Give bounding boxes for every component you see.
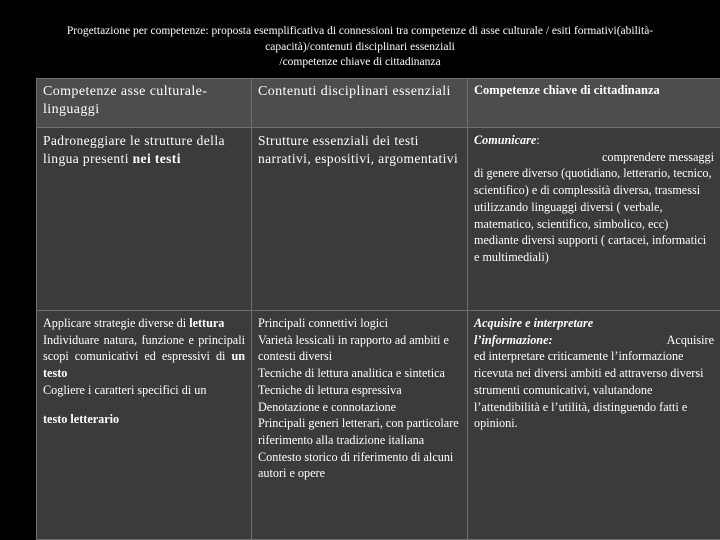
- header-cell-contenuti: [252, 79, 468, 128]
- list-item: Tecniche di lettura espressiva: [258, 382, 402, 397]
- table-row: [37, 128, 720, 311]
- list-item: Tecniche di lettura analitica e sintetica: [258, 366, 445, 381]
- row2-cittadinanza-cell: [468, 311, 720, 540]
- title-line-3: /competenze chiave di cittadinanza: [279, 56, 441, 68]
- list-item: Principali connettivi logici: [258, 316, 388, 330]
- label-colon: :: [536, 133, 540, 147]
- row2-asse-line4: testo letterario: [43, 411, 120, 426]
- competence-table: [36, 78, 720, 540]
- row1-cittadinanza-text: [474, 132, 714, 266]
- row2-asse-line1-bold: lettura: [189, 316, 225, 330]
- list-item: Varietà lessicali in rapporto ad ambiti e contesti diversi: [258, 332, 449, 364]
- header-contenuti: Contenuti disciplinari essenziali: [258, 84, 451, 99]
- list-item: Contesto storico di riferimento di alcuni autori e opere: [258, 449, 454, 481]
- row2-contenuti-list: [258, 315, 461, 482]
- row1-contenuti-cell: [252, 128, 468, 311]
- row2-asse-cell: [37, 311, 252, 540]
- header-cell-asse: [37, 79, 252, 128]
- row2-asse-line3: Cogliere i caratteri specifici di un: [43, 382, 207, 397]
- row1-cittadinanza-cell: [468, 128, 720, 311]
- header-cell-cittadinanza: [468, 79, 720, 128]
- row2-cittadinanza-text-b: ed interpretare criticamente l’informazione ricevuta nei diversi ambiti ed attraverso diversi strumenti comunicativi, valutandone l’attendibilità e l’utilità, distinguendo fatti e opinioni.: [474, 349, 704, 431]
- table-row: [37, 311, 720, 540]
- header-asse-culturale: Competenze asse culturale-linguaggi: [43, 84, 208, 117]
- row2-contenuti-cell: [252, 311, 468, 540]
- row2-asse-line1: Applicare strategie diverse di: [43, 316, 190, 330]
- list-item: Principali generi letterari, con particolare riferimento alla tradizione italiana: [258, 416, 459, 447]
- label-informazione: l’informazione:: [474, 332, 553, 347]
- row2-asse-line2-bold: un testo: [43, 349, 245, 381]
- row1-asse-text: [43, 132, 245, 167]
- list-item: Denotazione e connotazione: [258, 399, 397, 414]
- row2-asse-line2: Individuare natura, funzione e principali scopi comunicativi ed espressivi di: [43, 332, 245, 364]
- row1-contenuti-text: Strutture essenziali dei testi narrativi, espositivi, argomentativi: [258, 133, 459, 166]
- row1-cittadinanza-text-b: di genere diverso (quotidiano, letterario, tecnico, scientifico) e di complessità diversa, trasmessi utilizzando linguaggi diversi ( verbale, matematico, scientifico, simbolico, ecc) mediante diversi supporti ( cartacei, informatici e multimediali): [474, 166, 712, 264]
- title-line-1: Progettazione per competenze: proposta esemplificativa di connessioni tra competenze di asse culturale / esiti formativi(abilità-: [66, 25, 654, 37]
- row2-cittadinanza-text: [474, 315, 714, 432]
- row1-cittadinanza-text-a: comprendere messaggi: [601, 149, 714, 164]
- row1-asse-text-b: nei testi: [132, 150, 181, 166]
- row1-asse-text-a: Padroneggiare le strutture della lingua presenti: [43, 133, 225, 166]
- label-acquisire: Acquisire e interpretare: [474, 316, 594, 330]
- page-title: [30, 24, 690, 71]
- row2-cittadinanza-text-a: Acquisire: [666, 332, 714, 347]
- row2-asse-text: [43, 315, 245, 427]
- row1-asse-cell: [37, 128, 252, 311]
- label-comunicare: Comunicare: [474, 133, 537, 147]
- table-header-row: [37, 79, 720, 128]
- header-cittadinanza: Competenze chiave di cittadinanza: [474, 83, 660, 97]
- title-line-2: capacità)/contenuti disciplinari essenziali: [265, 40, 455, 53]
